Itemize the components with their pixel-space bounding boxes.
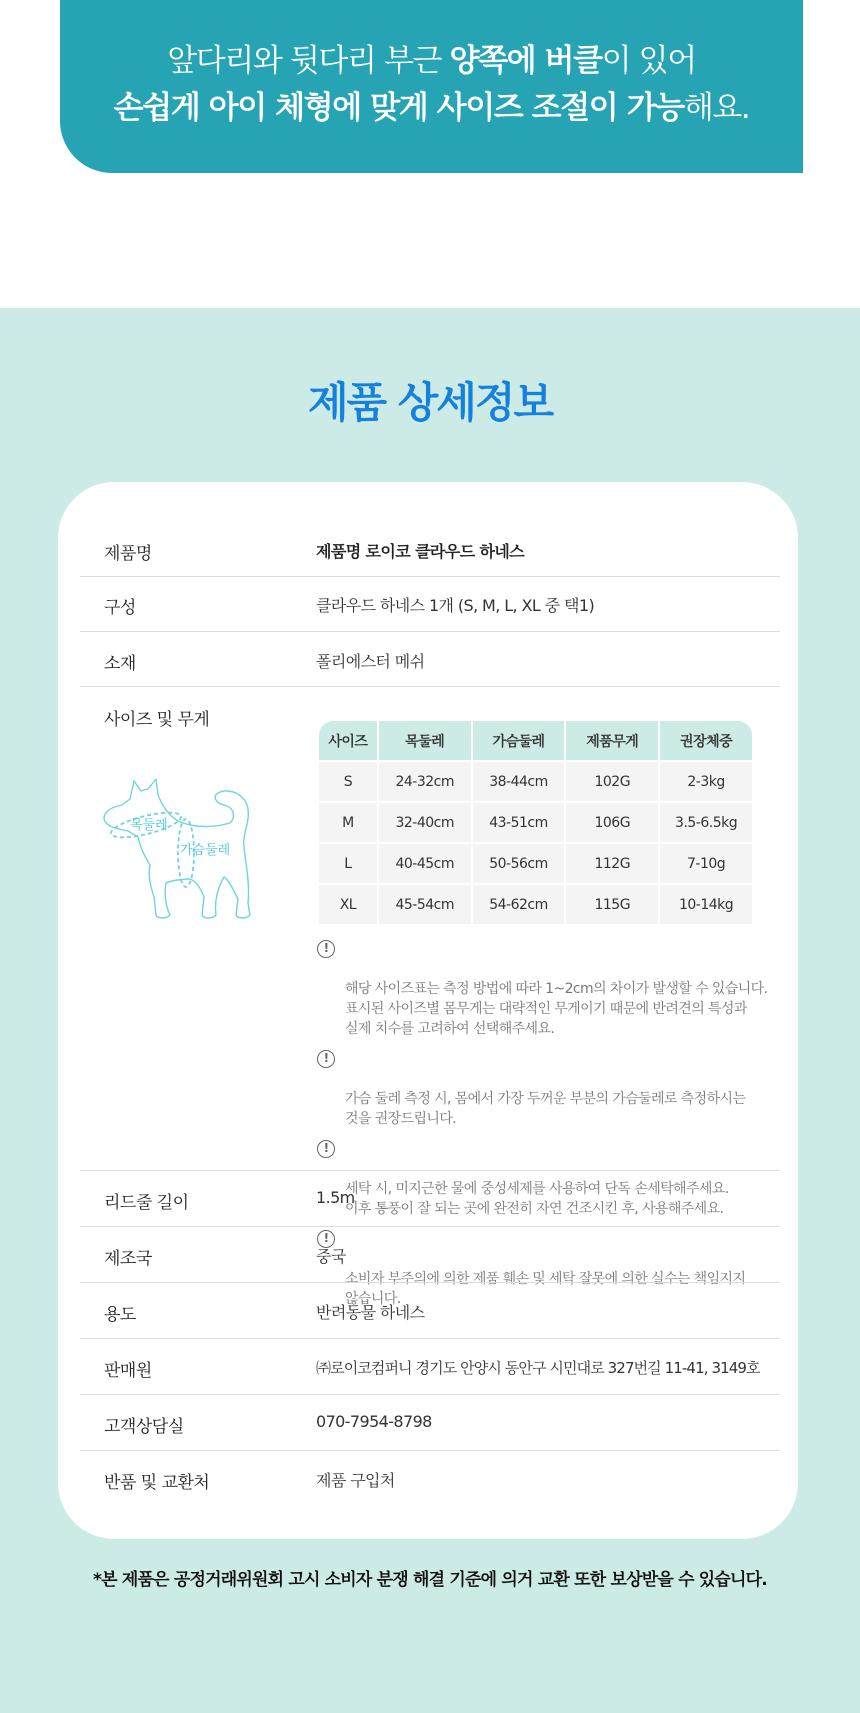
row-value: 중국 [316, 1247, 346, 1266]
table-cell: 43-51cm [473, 803, 565, 842]
table-cell: 115G [566, 885, 658, 924]
table-cell: 50-56cm [473, 844, 565, 883]
dog-measurement-diagram [100, 775, 270, 930]
table-cell: 2-3kg [660, 762, 752, 801]
row-country [80, 1227, 780, 1283]
row-customer-service [80, 1395, 780, 1451]
header-neck: 목둘레 [379, 721, 471, 760]
note-item [317, 1049, 777, 1129]
row-value: ㈜로이코컴퍼니 경기도 안양시 동안구 시민대로 327번길 11-41, 3149호 [316, 1359, 760, 1377]
row-product-name [80, 522, 780, 577]
note-text: 세탁 시, 미지근한 물에 중성세제를 사용하여 단독 손세탁해주세요. 이후 통풍이 잘 되는 곳에 완전히 자연 건조시킨 후, 사용해주세요. [345, 1181, 729, 1217]
feature-banner [60, 0, 803, 173]
row-returns [80, 1451, 780, 1507]
row-label: 용도 [104, 1305, 136, 1325]
row-lead-length [80, 1171, 780, 1227]
size-table [317, 719, 754, 926]
row-label: 판매원 [104, 1361, 152, 1381]
chest-label: 가슴둘레 [180, 843, 231, 858]
info-icon: ! [317, 1140, 335, 1158]
detail-card [58, 482, 798, 1539]
row-value: 클라우드 하네스 1개 (S, M, L, XL 중 택1) [316, 596, 595, 615]
row-value: 제품명 로이코 클라우드 하네스 [316, 542, 525, 561]
table-cell: 38-44cm [473, 762, 565, 801]
table-cell: M [319, 803, 377, 842]
row-value: 폴리에스터 메쉬 [316, 652, 425, 671]
neck-label: 목둘레 [130, 818, 168, 833]
table-cell: 112G [566, 844, 658, 883]
row-label: 리드줄 길이 [104, 1193, 189, 1213]
row-value: 1.5m [316, 1188, 355, 1207]
banner-line-2: 손쉽게 아이 체형에 맞게 사이즈 조절이 가능해요. [113, 90, 750, 126]
row-value: 반려동물 하네스 [316, 1303, 425, 1322]
row-value: 제품 구입처 [316, 1471, 395, 1490]
row-composition [80, 577, 780, 632]
header-chest: 가슴둘레 [473, 721, 565, 760]
note-item [317, 939, 777, 1039]
info-icon: ! [317, 940, 335, 958]
note-text: 가슴 둘레 측정 시, 몸에서 가장 두꺼운 부분의 가슴둘레로 측정하시는 것을 권장드립니다. [345, 1091, 746, 1127]
row-material [80, 632, 780, 687]
table-cell: 54-62cm [473, 885, 565, 924]
table-cell: 102G [566, 762, 658, 801]
row-label: 구성 [104, 598, 136, 618]
table-row [319, 885, 752, 924]
table-cell: XL [319, 885, 377, 924]
note-text: 소비자 부주의에 의한 제품 훼손 및 세탁 잘못에 의한 실수는 책임지지 않습니다. [345, 1271, 746, 1307]
header-weight: 제품무게 [566, 721, 658, 760]
header-size: 사이즈 [319, 721, 377, 760]
table-cell: 40-45cm [379, 844, 471, 883]
table-cell: 10-14kg [660, 885, 752, 924]
row-usage [80, 1283, 780, 1339]
table-cell: 7-10g [660, 844, 752, 883]
table-cell: 3.5-6.5kg [660, 803, 752, 842]
table-cell: 106G [566, 803, 658, 842]
banner-line-1: 앞다리와 뒷다리 부근 양쪽에 버클이 있어 [167, 43, 696, 79]
row-label: 제조국 [104, 1249, 152, 1269]
row-label: 사이즈 및 무게 [104, 710, 210, 730]
row-label: 제품명 [104, 544, 152, 564]
banner-area [0, 0, 860, 308]
product-detail-section [0, 308, 860, 1713]
legal-footnote: *본 제품은 공정거래위원회 고시 소비자 분쟁 해결 기준에 의거 교환 또한 보상받을 수 있습니다. [93, 1570, 767, 1590]
table-cell: 45-54cm [379, 885, 471, 924]
table-cell: 32-40cm [379, 803, 471, 842]
note-text: 해당 사이즈표는 측정 방법에 따라 1~2cm의 차이가 발생할 수 있습니다. 표시된 사이즈별 몸무게는 대략적인 무게이기 때문에 반려견의 특성과 실제 치수를 고려하여 선택해주세요. [345, 981, 768, 1037]
size-table-header [319, 721, 752, 760]
row-label: 반품 및 교환처 [104, 1473, 210, 1493]
header-recommended: 권장체중 [660, 721, 752, 760]
row-value: 070-7954-8798 [316, 1412, 432, 1431]
table-row [319, 762, 752, 801]
table-cell: S [319, 762, 377, 801]
row-label: 고객상담실 [104, 1417, 184, 1437]
row-label: 소재 [104, 654, 136, 674]
table-row [319, 844, 752, 883]
info-icon: ! [317, 1050, 335, 1068]
section-title: 제품 상세정보 [307, 378, 553, 427]
table-cell: L [319, 844, 377, 883]
info-icon: ! [317, 1230, 335, 1248]
table-cell: 24-32cm [379, 762, 471, 801]
row-seller [80, 1339, 780, 1395]
table-row [319, 803, 752, 842]
